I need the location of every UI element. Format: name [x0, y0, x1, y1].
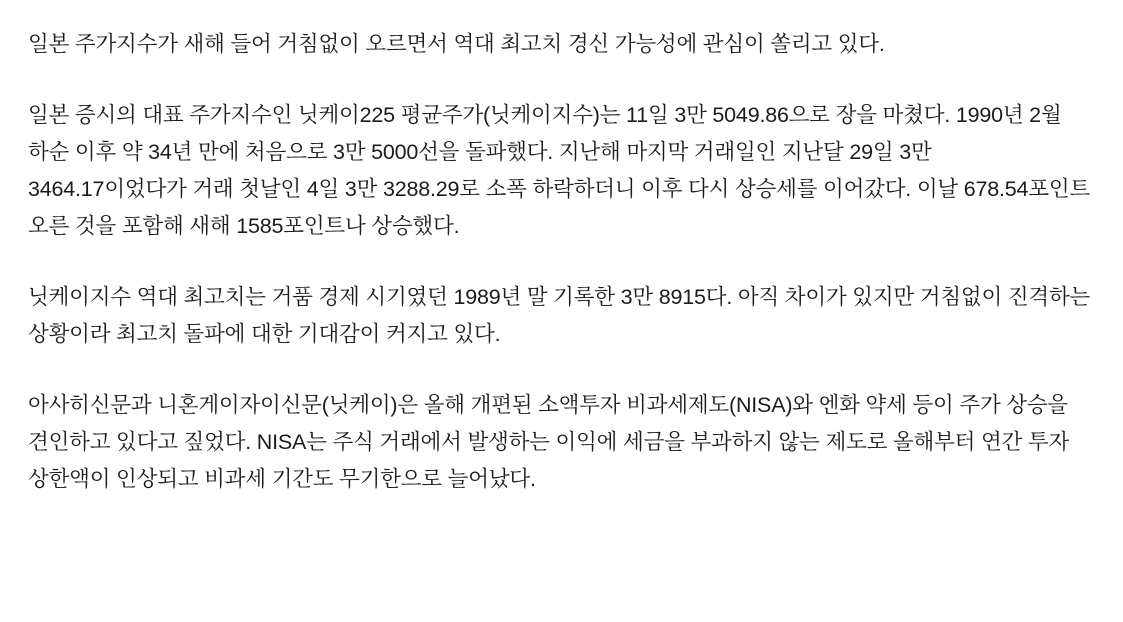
article-paragraph-3: 닛케이지수 역대 최고치는 거품 경제 시기였던 1989년 말 기록한 3만 8915다. 아직 차이가 있지만 거침없이 진격하는 상황이라 최고치 돌파에 대한 기대감이 커지고 있다.: [28, 284, 1091, 346]
article-paragraph-1: 일본 주가지수가 새해 들어 거침없이 오르면서 역대 최고치 경신 가능성에 관심이 쏠리고 있다.: [28, 32, 885, 56]
article-paragraph-2: 일본 증시의 대표 주가지수인 닛케이225 평균주가(닛케이지수)는 11일 3만 5049.86으로 장을 마쳤다. 1990년 2월 하순 이후 약 34년 만에 처음으로 3만 5000선을 돌파했다. 지난해 마지막 거래일인 지난달 29일 3만 3464.17이었다가 거래 첫날인 4일 3만 3288.29로 소폭 하락하더니 이후 다시 상승세를 이어갔다. 이날 678.54포인트 오른 것을 포함해 새해 1585포인트나 상승했다.: [28, 102, 1091, 238]
article-paragraph-4: 아사히신문과 니혼게이자이신문(닛케이)은 올해 개편된 소액투자 비과세제도(NISA)와 엔화 약세 등이 주가 상승을 견인하고 있다고 짚었다. NISA는 주식 거래에서 발생하는 이익에 세금을 부과하지 않는 제도로 올해부터 연간 투자 상한액이 인상되고 비과세 기간도 무기한으로 늘어났다.: [28, 392, 1070, 491]
